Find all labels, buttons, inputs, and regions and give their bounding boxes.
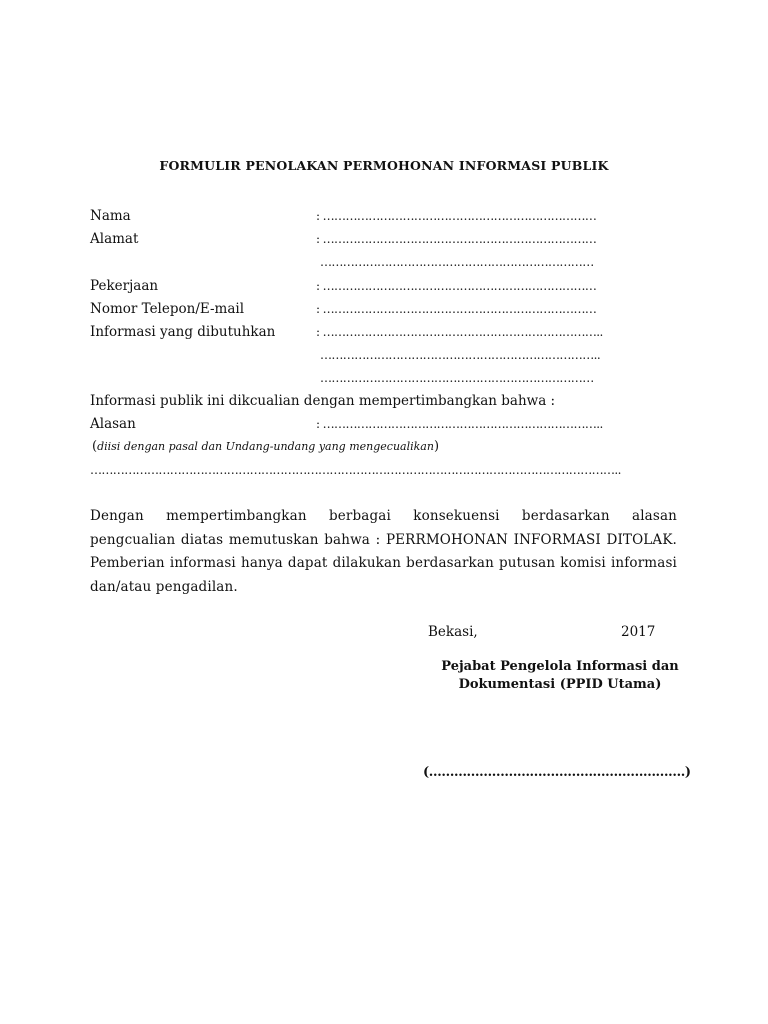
field-value-dots-continued: ………………………………………………………………: [320, 371, 594, 385]
field-value-dots: : ………………………………………………………………..: [316, 417, 603, 431]
field-value-dots-continued: ………………………………………………………………..: [320, 348, 601, 362]
signatory-title-line1: Pejabat Pengelola Informasi dan: [441, 659, 679, 674]
reason-note: [92, 439, 439, 454]
signatory-title-line2: Dokumentasi (PPID Utama): [458, 677, 662, 692]
field-value-dots: : ………………………………………………………………: [316, 302, 597, 316]
field-label: Informasi yang dibutuhkan: [90, 324, 276, 340]
signatory-title: [420, 658, 700, 694]
exception-statement: Informasi publik ini dikcualian dengan mempertimbangkan bahwa :: [90, 393, 556, 409]
signatory-name-placeholder: (…………………………………………………….): [423, 765, 691, 780]
field-value-dots: : ………………………………………………………………: [316, 279, 597, 293]
note-close-paren: ): [433, 439, 440, 454]
note-open-paren: (: [92, 439, 98, 454]
field-pekerjaan: [90, 277, 314, 295]
field-informasi-dibutuhkan: [90, 323, 314, 341]
field-alasan: [90, 415, 314, 433]
form-title: FORMULIR PENOLAKAN PERMOHONAN INFORMASI PUBLIK: [159, 158, 609, 173]
field-label: Nama: [90, 208, 131, 224]
field-label: Alasan: [90, 416, 136, 432]
field-label: Alamat: [90, 231, 139, 247]
field-value-dots: : ………………………………………………………………: [316, 209, 597, 223]
note-text: diisi dengan pasal dan Undang-undang yang mengecualikan: [97, 440, 434, 453]
field-label: Pekerjaan: [90, 278, 159, 294]
field-nomor-telepon: [90, 300, 314, 318]
field-value-dots: : ………………………………………………………………..: [316, 325, 603, 339]
signature-city: Bekasi,: [428, 624, 478, 640]
decision-paragraph: Dengan mempertimbangkan berbagai konsekuensi berdasarkan alasan pengcualian diatas memutuskan bahwa : PERRMOHONAN INFORMASI DITOLAK. Pemberian informasi hanya dapat dilakukan berdasarkan putusan komisi informasi dan/atau pengadilan.: [90, 508, 677, 595]
field-value-dots: : ………………………………………………………………: [316, 232, 597, 246]
reason-continuation-dots: …………………………………………………………………………………………………………………………..: [90, 463, 621, 477]
field-label: Nomor Telepon/E-mail: [90, 301, 245, 317]
field-nama: [90, 207, 314, 225]
field-value-dots-continued: ………………………………………………………………: [320, 255, 594, 269]
signature-year: 2017: [621, 624, 656, 640]
field-alamat: [90, 230, 314, 248]
